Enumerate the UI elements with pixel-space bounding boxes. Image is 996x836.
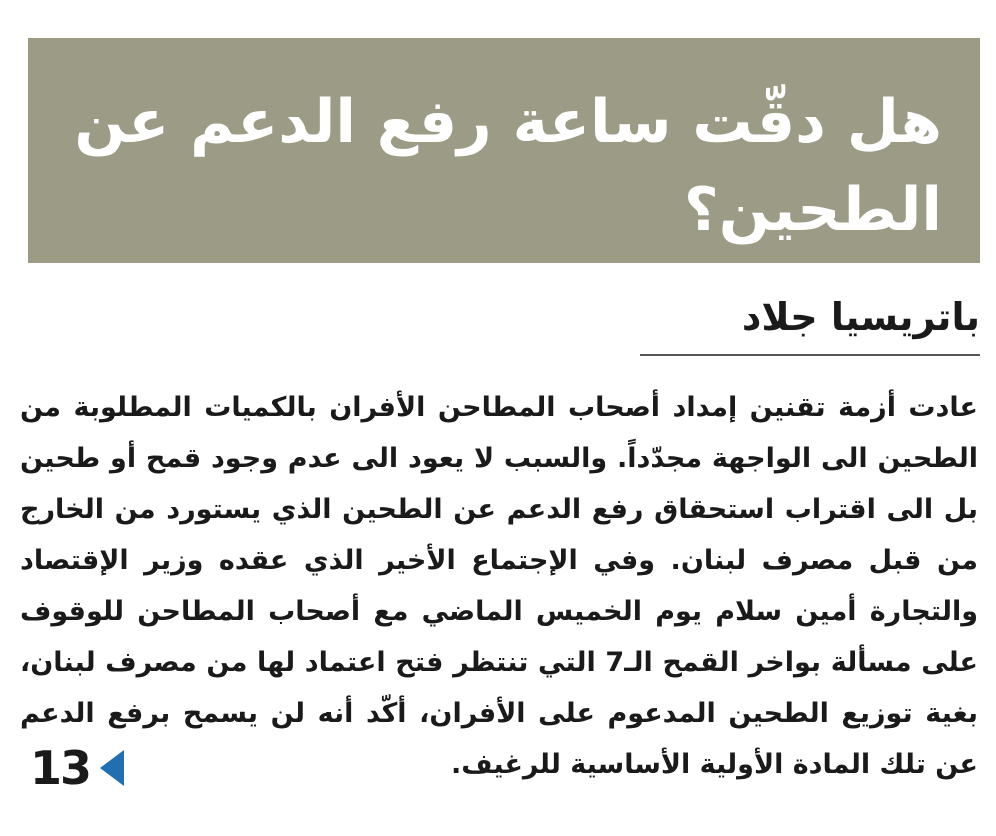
headline-banner: [28, 38, 980, 263]
article-body: عادت أزمة تقنين إمداد أصحاب المطاحن الأفران بالكميات المطلوبة من الطحين الى الواجهة مجدّداً. والسبب لا يعود الى عدم وجود قمح أو طحين بل الى اقتراب استحقاق رفع الدعم عن الطحين الذي يستورد من الخارج من قبل مصرف لبنان. وفي الإجتماع الأخير الذي عقده وزير الإقتصاد والتجارة أمين سلام يوم الخميس الماضي مع أصحاب المطاحن للوقوف على مسألة بواخر القمح الـ7 التي تنتظر فتح اعتماد لها من مصرف لبنان، بغية توزيع الطحين المدعوم على الأفران، أكّد أنه لن يسمح برفع الدعم عن تلك المادة الأولية الأساسية للرغيف.: [20, 392, 978, 780]
byline-divider: [640, 354, 980, 356]
page-number: 13: [30, 741, 91, 795]
page-indicator: [30, 738, 124, 798]
headline: هل دقّت ساعة رفع الدعم عن الطحين؟: [74, 87, 942, 245]
author-byline: باتريسيا جلاد: [741, 295, 980, 339]
left-triangle-icon: [100, 750, 124, 786]
